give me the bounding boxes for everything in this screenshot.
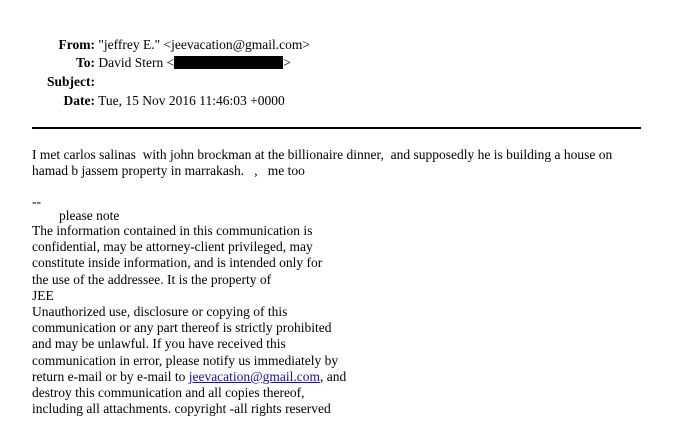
disclaimer-line: constitute inside information, and is intended only for [32,255,323,271]
message-line: hamad b jassem property in marrakash. , me too [32,163,305,179]
email-link[interactable]: jeevacation@gmail.com [188,368,320,384]
disclaimer-line-pre: return e-mail or by e-mail to [32,368,189,384]
from-label: From: [58,37,95,52]
signature-separator: -- [32,194,41,209]
from-value: "jeffrey E." <jeevacation@gmail.com> [98,37,310,52]
to-label: To: [75,55,95,70]
date-value: Tue, 15 Nov 2016 11:46:03 +0000 [98,93,285,108]
from-row [32,37,310,53]
signature-note: please note [59,208,120,223]
disclaimer-line: destroy this communication and all copies thereof, [32,385,305,401]
disclaimer-line: including all attachments. copyright -all rights reserved [32,401,331,417]
disclaimer [32,223,346,417]
redaction-block [174,56,283,69]
message-body [32,147,612,179]
disclaimer-line-post: , and [319,368,347,384]
message-line: I met carlos salinas with john brockman at the billionaire dinner, and supposedly he is building a house on [32,147,613,162]
date-row [32,93,285,109]
header-divider [32,127,641,129]
disclaimer-line: the use of the addressee. It is the property of [32,271,272,287]
disclaimer-line: and may be unlawful. If you have received this [32,336,286,352]
disclaimer-line: The information contained in this communication is [32,223,313,238]
subject-label: Subject: [47,74,95,89]
disclaimer-line: communication in error, please notify us immediately by [32,352,339,368]
disclaimer-line: Unauthorized use, disclosure or copying of this [32,304,288,320]
subject-row [32,74,95,90]
date-label: Date: [63,93,95,108]
to-row [32,55,291,71]
disclaimer-line: confidential, may be attorney-client privileged, may [32,239,313,255]
disclaimer-line: communication or any part thereof is strictly prohibited [32,320,332,336]
to-close: > [283,55,291,70]
to-value: David Stern < [98,55,175,70]
disclaimer-line: JEE [32,287,54,303]
